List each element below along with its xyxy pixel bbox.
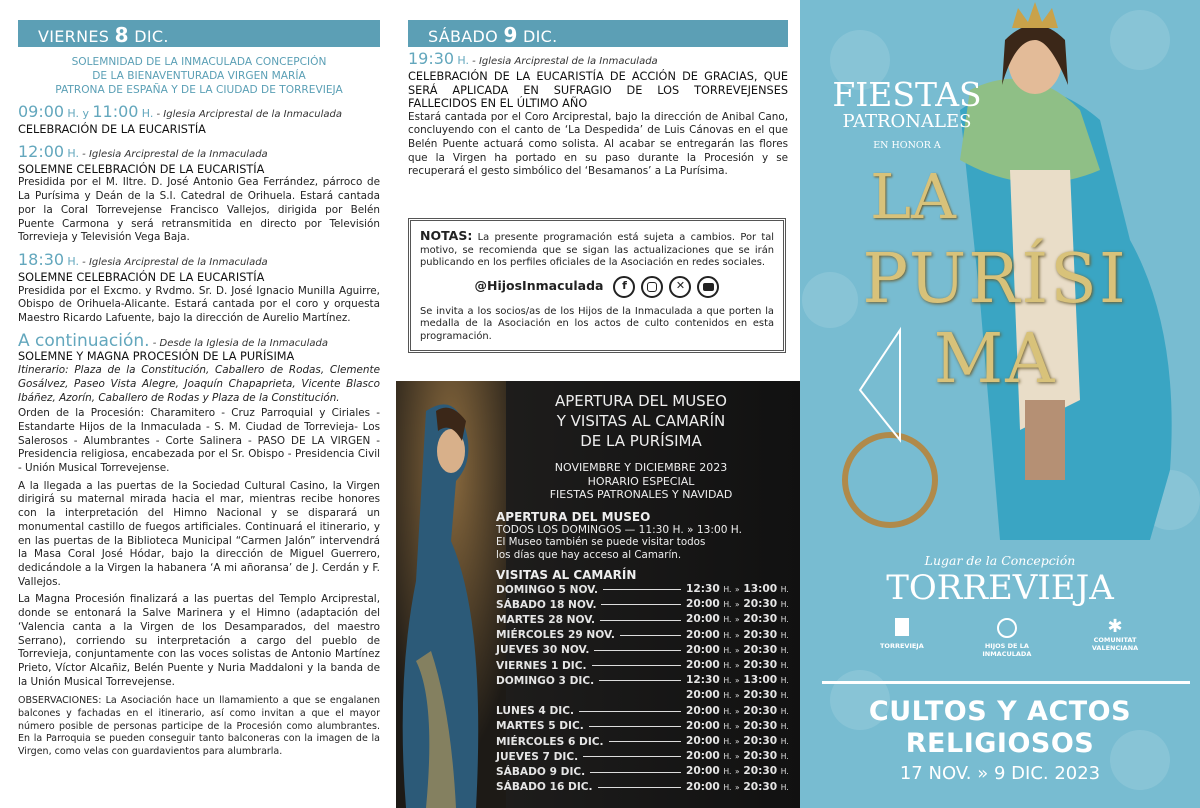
sponsor-logos — [880, 618, 1140, 658]
leader-line — [599, 680, 681, 681]
logo-comunitat-valenciana: ✱ COMUNITAT VALENCIANA — [1091, 616, 1139, 652]
facebook-icon[interactable]: f — [613, 276, 635, 298]
visit-row — [496, 764, 789, 779]
visit-hours — [686, 643, 789, 658]
time-unit: H. — [723, 782, 732, 792]
leader-line — [600, 620, 681, 621]
cover-panel — [800, 0, 1200, 808]
leader-line — [603, 589, 681, 590]
leader-line — [609, 741, 681, 742]
time-unit: H. — [780, 752, 789, 762]
visit-from: 12:30 — [686, 583, 720, 595]
visit-to: 20:30 — [743, 613, 778, 626]
visit-day: MIÉRCOLES 6 DIC. — [496, 735, 604, 748]
visit-from: 20:00 — [686, 750, 720, 763]
cover-dates: 17 NOV. » 9 DIC. 2023 — [899, 763, 1101, 784]
time-unit: H. — [780, 630, 789, 640]
visit-row — [496, 597, 789, 612]
visit-to: 20:30 — [743, 765, 778, 778]
procession-order: Orden de la Procesión: Charamitero - Cruz Parroquial y Ciriales - Estandarte Hijos de la Inmaculada - S. M. Ciudad de Torrevieja- Los Salerosos - Alumbrantes - Corte Salinera - PASO DE LA VIRGEN - Presidencia religiosa, encabezada por el Sr. Obispo - Presidencia Civil - Unión Musical Torrevejense. — [18, 407, 380, 475]
cover-title: RELIGIOSOS — [905, 728, 1095, 759]
time-unit: H. — [780, 706, 789, 716]
event-place: - Iglesia Arciprestal de la Inmaculada — [153, 109, 343, 120]
time-unit: H. — [141, 107, 154, 120]
separator: » — [735, 585, 740, 594]
instagram-icon[interactable] — [641, 276, 663, 298]
visit-row — [496, 628, 789, 643]
visit-hours — [686, 704, 789, 719]
event-time: 11:00 — [92, 102, 139, 121]
tower-icon — [1025, 400, 1065, 480]
visit-from: 12:30 — [686, 674, 720, 687]
time-unit: H. — [780, 676, 789, 686]
youtube-icon[interactable] — [697, 276, 719, 298]
crown-icon — [1012, 2, 1058, 28]
separator: » — [735, 706, 740, 716]
separator: » — [735, 782, 740, 792]
visit-day: MARTES 28 NOV. — [496, 613, 596, 626]
visit-to: 20:30 — [743, 643, 778, 656]
notes-text: La presente programación está sujeta a cambios. Por tal motivo, se recomienda que se sigan las actualizaciones que se irán publicando en los perfiles oficiales de la Asociación en redes sociales. — [420, 232, 775, 269]
leader-line — [598, 787, 681, 788]
procession-paragraph: A la llegada a las puertas de la Sociedad Cultural Casino, la Virgen dirigirá su maternal mirada hacia el mar, mientras recibe honores con la interpretación del Himno Nacional y se disparará un monumental castillo de fuegos artificiales. Continuará el itinerario, y en las puertas de la Biblioteca Municipal “Carmen Jalón” intervendrá la Masa Coral José Hódar, bajo la dirección de Miguel Guerrero, dedicándole a la Virgen la habanera ‘A mi añoransa’ de J. Cerdán y F. Vallejos. — [18, 479, 380, 588]
event-description: Presidida por el Excmo. y Rvdmo. Sr. D. José Ignacio Munilla Aguirre, Obispo de Orihuela-Alicante. Estará cantada por el coro y orquesta Maestro Ricardo Lafuente, bajo la dirección de Aurelio Martínez. — [18, 284, 380, 325]
visit-row — [496, 612, 789, 627]
visit-day: SÁBADO 18 NOV. — [496, 598, 597, 611]
ship-wheel-icon — [845, 435, 935, 525]
day-month: DIC. — [523, 27, 558, 46]
time-unit: H. — [780, 615, 789, 625]
time-unit: H. — [723, 767, 732, 777]
leader-line — [590, 772, 681, 773]
visit-hours — [686, 597, 789, 612]
event-time: 09:00 — [18, 102, 65, 121]
left-panel — [0, 0, 396, 808]
event-time: 12:00 — [18, 141, 65, 161]
visit-to: 20:30 — [743, 735, 778, 748]
event-time: 19:30 — [408, 49, 455, 68]
event-place: - Iglesia Arciprestal de la Inmaculada — [79, 148, 268, 160]
visit-row — [496, 749, 789, 764]
museum-section — [396, 381, 800, 808]
separator: » — [735, 661, 740, 671]
logo-hijos-inmaculada — [977, 618, 1037, 658]
visit-day: JUEVES 30 NOV. — [496, 644, 590, 657]
day-label: VIERNES — [38, 27, 110, 46]
time-unit: H. — [723, 676, 732, 686]
time-unit: H. — [723, 585, 732, 594]
visit-to: 20:30 — [743, 598, 778, 611]
day-header-friday — [18, 20, 380, 47]
notes-label: NOTAS: — [420, 228, 473, 243]
opening-heading: APERTURA DEL MUSEO — [496, 509, 651, 524]
separator: » — [735, 767, 740, 777]
museum-title: APERTURA DEL MUSEO — [555, 392, 727, 410]
saturday-section — [408, 20, 788, 179]
time-unit: H. — [780, 737, 789, 747]
visit-from: 20:00 — [686, 643, 720, 656]
visit-day: JUEVES 7 DIC. — [496, 750, 579, 763]
time-unit: H. — [67, 146, 79, 160]
time-unit: H. — [780, 767, 789, 777]
time-unit: H. — [723, 752, 732, 762]
visit-day: DOMINGO 3 DIC. — [496, 674, 595, 687]
social-handle[interactable]: @HijosInmaculada — [474, 278, 604, 294]
cover-purisima: PURÍSIMA — [862, 240, 1128, 399]
visit-from: 20:00 — [686, 628, 720, 641]
time-unit: H. — [723, 615, 732, 625]
event-place: - Desde la Iglesia de la Inmaculada — [149, 337, 329, 349]
observations: OBSERVACIONES: La Asociación hace un llamamiento a que se engalanen balcones y fachadas en el itinerario, así como invitan a que el mayor número posible de personas participe de la Procesión como alumbrantes. En la Parroquia se pueden conseguir tanto balconeras con la imagen de la Virgen, como velas con guardavientos para alumbrarla. — [18, 695, 380, 757]
time-unit: H. — [780, 661, 789, 671]
visits-list — [496, 582, 789, 795]
day-number: 9 — [503, 23, 518, 47]
cover-patronales: PATRONALES — [842, 111, 972, 132]
leader-line — [620, 635, 681, 636]
leader-line — [589, 726, 681, 727]
day-label: SÁBADO — [428, 27, 499, 46]
visit-from: 20:00 — [686, 598, 720, 611]
time-unit: H. — [723, 600, 732, 610]
visit-hours — [686, 612, 789, 627]
visit-from: 20:00 — [686, 735, 720, 748]
event-title: SOLEMNE CELEBRACIÓN DE LA EUCARISTÍA — [18, 270, 265, 284]
logo-label: COMUNITAT VALENCIANA — [1091, 636, 1139, 652]
event-title: CELEBRACIÓN DE LA EUCARISTÍA — [18, 123, 206, 136]
visit-row — [496, 582, 789, 597]
cover-city: TORREVIEJA — [886, 568, 1114, 608]
leader-line — [594, 650, 681, 651]
visit-day: MARTES 5 DIC. — [496, 720, 584, 733]
event-description: Presidida por el M. Iltre. D. José Antonio Gea Ferrández, párroco de La Purísima y Deán de la S.I. Catedral de Orihuela. Estará cantada por la Coral Torrevejense Francisco Vallejos, dirigida por Belén Puente Carmona y será retransmitida en directo por Televisión Torrevieja y Televisión Vega Baja. — [18, 176, 380, 244]
separator: » — [735, 615, 740, 625]
event-title: CELEBRACIÓN DE LA EUCARISTÍA DE ACCIÓN DE GRACIAS, QUE SERÁ APLICADA EN SUFRAGIO DE LOS TORREVEJENSES FALLECIDOS EN EL ÚLTIMO AÑO — [408, 70, 788, 110]
visit-row — [496, 780, 789, 795]
time-unit: H. — [780, 600, 789, 610]
event-place: - Iglesia Arciprestal de la Inmaculada — [469, 56, 658, 67]
visit-from: 20:00 — [686, 613, 720, 626]
x-icon[interactable]: ✕ — [669, 276, 691, 298]
time-unit: H. — [723, 737, 732, 747]
time-unit: H. y — [67, 107, 90, 120]
cover-fiestas: FIESTAS — [832, 75, 982, 114]
event-title: SOLEMNE CELEBRACIÓN DE LA EUCARISTÍA — [18, 162, 265, 176]
visit-day: VIERNES 1 DIC. — [496, 659, 587, 672]
visit-from: 20:00 — [686, 659, 720, 672]
time-unit: H. — [457, 54, 469, 67]
visit-hours — [686, 673, 789, 688]
time-unit: H. — [67, 254, 79, 268]
visit-day: SÁBADO 16 DIC. — [496, 781, 593, 794]
visit-to: 20:30 — [743, 704, 778, 717]
visits-heading: VISITAS AL CAMARÍN — [496, 568, 637, 582]
visit-hours — [686, 582, 789, 597]
visit-hours — [686, 764, 789, 779]
visit-to: 20:30 — [743, 659, 778, 672]
visit-day: MIÉRCOLES 29 NOV. — [496, 629, 615, 642]
time-unit: H. — [780, 721, 789, 731]
event-description: Estará cantada por el Coro Arciprestal, bajo la dirección de Anibal Cano, concluyendo con el canto de ‘La Despedida’ de Luis Cánovas en el que Belén Puente actuará como solista. Al acabar se entregarán las flores que la Virgen ha portado en su paso durante la Procesión y se recuperará el gesto simbólico del ‘Besamanos’ a La Purísima. — [408, 110, 788, 178]
solemnity-subtitle — [18, 55, 380, 97]
event-0900 — [18, 103, 380, 137]
opening-note: los días que hay acceso al Camarín. — [496, 548, 682, 561]
separator: » — [735, 600, 740, 610]
museum-subtitle: HORARIO ESPECIAL — [587, 474, 695, 488]
visit-row — [496, 704, 789, 719]
separator: » — [735, 752, 740, 762]
time-unit: H. — [780, 645, 789, 655]
visit-to: 20:30 — [743, 719, 778, 732]
time-unit: H. — [723, 721, 732, 731]
cover-lugar: Lugar de la Concepción — [924, 553, 1076, 568]
visit-to: 13:00 — [743, 674, 778, 687]
visit-day: DOMINGO 5 NOV. — [496, 583, 599, 596]
visit-hours — [686, 749, 789, 764]
visit-to: 20:30 — [743, 750, 778, 763]
time-unit: H. — [723, 645, 732, 655]
cover-la: LA — [870, 160, 956, 233]
leader-line — [583, 756, 681, 757]
procession-itinerary: Itinerario: Plaza de la Constitución, Caballero de Rodas, Clemente Gosálvez, Paseo Vista Alegre, Joaquín Chapaprieta, Vicente Blasco Ibáñez, Azorín, Caballero de Rodas y Plaza de la Constitución. — [18, 364, 380, 404]
time-unit: H. — [780, 585, 789, 594]
opening-note: El Museo también se puede visitar todos — [496, 536, 706, 548]
event-1200 — [18, 143, 380, 245]
museum-title: Y VISITAS AL CAMARÍN — [556, 412, 726, 430]
separator: » — [735, 737, 740, 747]
day-month: DIC. — [134, 27, 169, 46]
museum-subtitle: NOVIEMBRE Y DICIEMBRE 2023 — [554, 461, 728, 474]
time-unit: H. — [723, 706, 732, 716]
visit-row — [496, 734, 789, 749]
separator: » — [735, 691, 740, 701]
day-number: 8 — [114, 23, 129, 47]
visit-to: 13:00 — [743, 583, 778, 595]
notes-box — [408, 218, 786, 353]
visit-row — [496, 643, 789, 658]
invite-text: Se invita a los socios/as de los Hijos de la Inmaculada a que porten la medalla de la Asociación en los actos de culto contenidos en esta programación. — [420, 305, 774, 342]
opening-hours: TODOS LOS DOMINGOS — 11:30 H. » 13:00 H. — [496, 523, 742, 536]
virgin-profile-image — [396, 381, 506, 808]
visit-from: 20:00 — [686, 719, 720, 732]
cover-title: CULTOS Y ACTOS — [868, 696, 1132, 727]
leader-line — [601, 604, 681, 605]
divider — [822, 681, 1190, 684]
visit-row — [496, 673, 789, 688]
visit-to: 20:30 — [743, 780, 778, 793]
time-unit: H. — [723, 661, 732, 671]
time-unit: H. — [723, 630, 732, 640]
visit-hours — [686, 688, 789, 703]
time-unit: H. — [780, 782, 789, 792]
visit-from: 20:00 — [686, 704, 720, 717]
visit-day: SÁBADO 9 DIC. — [496, 765, 586, 778]
visit-to: 20:30 — [743, 628, 778, 641]
visit-hours — [686, 719, 789, 734]
day-header-saturday — [408, 20, 788, 47]
logo-torrevieja — [880, 618, 924, 658]
leader-line — [592, 665, 681, 666]
visit-row — [496, 688, 789, 703]
visit-from: 20:00 — [686, 765, 720, 778]
visit-row — [496, 719, 789, 734]
cover-en-honor: EN HONOR A — [873, 140, 941, 151]
separator: » — [735, 676, 740, 686]
social-links — [420, 276, 774, 298]
time-unit: H. — [780, 691, 789, 701]
procession-paragraph: La Magna Procesión finalizará a las puertas del Templo Arciprestal, donde se entonará la Salve Marinera y el Himno (adaptación del ‘Valencia canta a la Virgen de los Desamparados, del maestro Serrano), corriendo su interpretación a cargo del pueblo de Torrevieja, conjuntamente con las voces solistas de Antonio Martínez Prieto, Víctor Alcañiz, Belén Puente y Nuria Maddaloni y la banda de la Unión Musical Torrevejense. — [18, 593, 380, 688]
time-unit: H. — [723, 691, 732, 701]
visit-hours — [686, 780, 789, 795]
event-place: - Iglesia Arciprestal de la Inmaculada — [79, 256, 268, 268]
event-title: SOLEMNE Y MAGNA PROCESIÓN DE LA PURÍSIMA — [18, 350, 295, 364]
subtitle-line: SOLEMNIDAD DE LA INMACULADA CONCEPCIÓN — [71, 56, 327, 68]
visit-from: 20:00 — [686, 689, 720, 702]
logo-label: TORREVIEJA — [880, 642, 924, 650]
subtitle-line: PATRONA DE ESPAÑA Y DE LA CIUDAD DE TORREVIEJA — [55, 84, 343, 96]
middle-panel — [396, 0, 800, 808]
event-procession — [18, 332, 380, 690]
museum-title: DE LA PURÍSIMA — [580, 432, 702, 450]
visit-from: 20:00 — [686, 780, 720, 793]
subtitle-line: DE LA BIENAVENTURADA VIRGEN MARÍA — [92, 70, 306, 82]
event-time: 18:30 — [18, 249, 65, 269]
logo-label: HIJOS DE LA INMACULADA — [982, 642, 1032, 658]
separator: » — [735, 721, 740, 731]
leader-line — [579, 711, 681, 712]
visit-hours — [686, 658, 789, 673]
separator: » — [735, 630, 740, 640]
event-1830 — [18, 251, 380, 326]
visit-to: 20:30 — [743, 689, 778, 702]
museum-subtitle: FIESTAS PATRONALES Y NAVIDAD — [549, 488, 733, 501]
separator: » — [735, 645, 740, 655]
visit-row — [496, 658, 789, 673]
event-time: A continuación. — [18, 330, 150, 351]
visit-hours — [686, 734, 789, 749]
visit-hours — [686, 628, 789, 643]
visit-day: LUNES 4 DIC. — [496, 705, 574, 718]
